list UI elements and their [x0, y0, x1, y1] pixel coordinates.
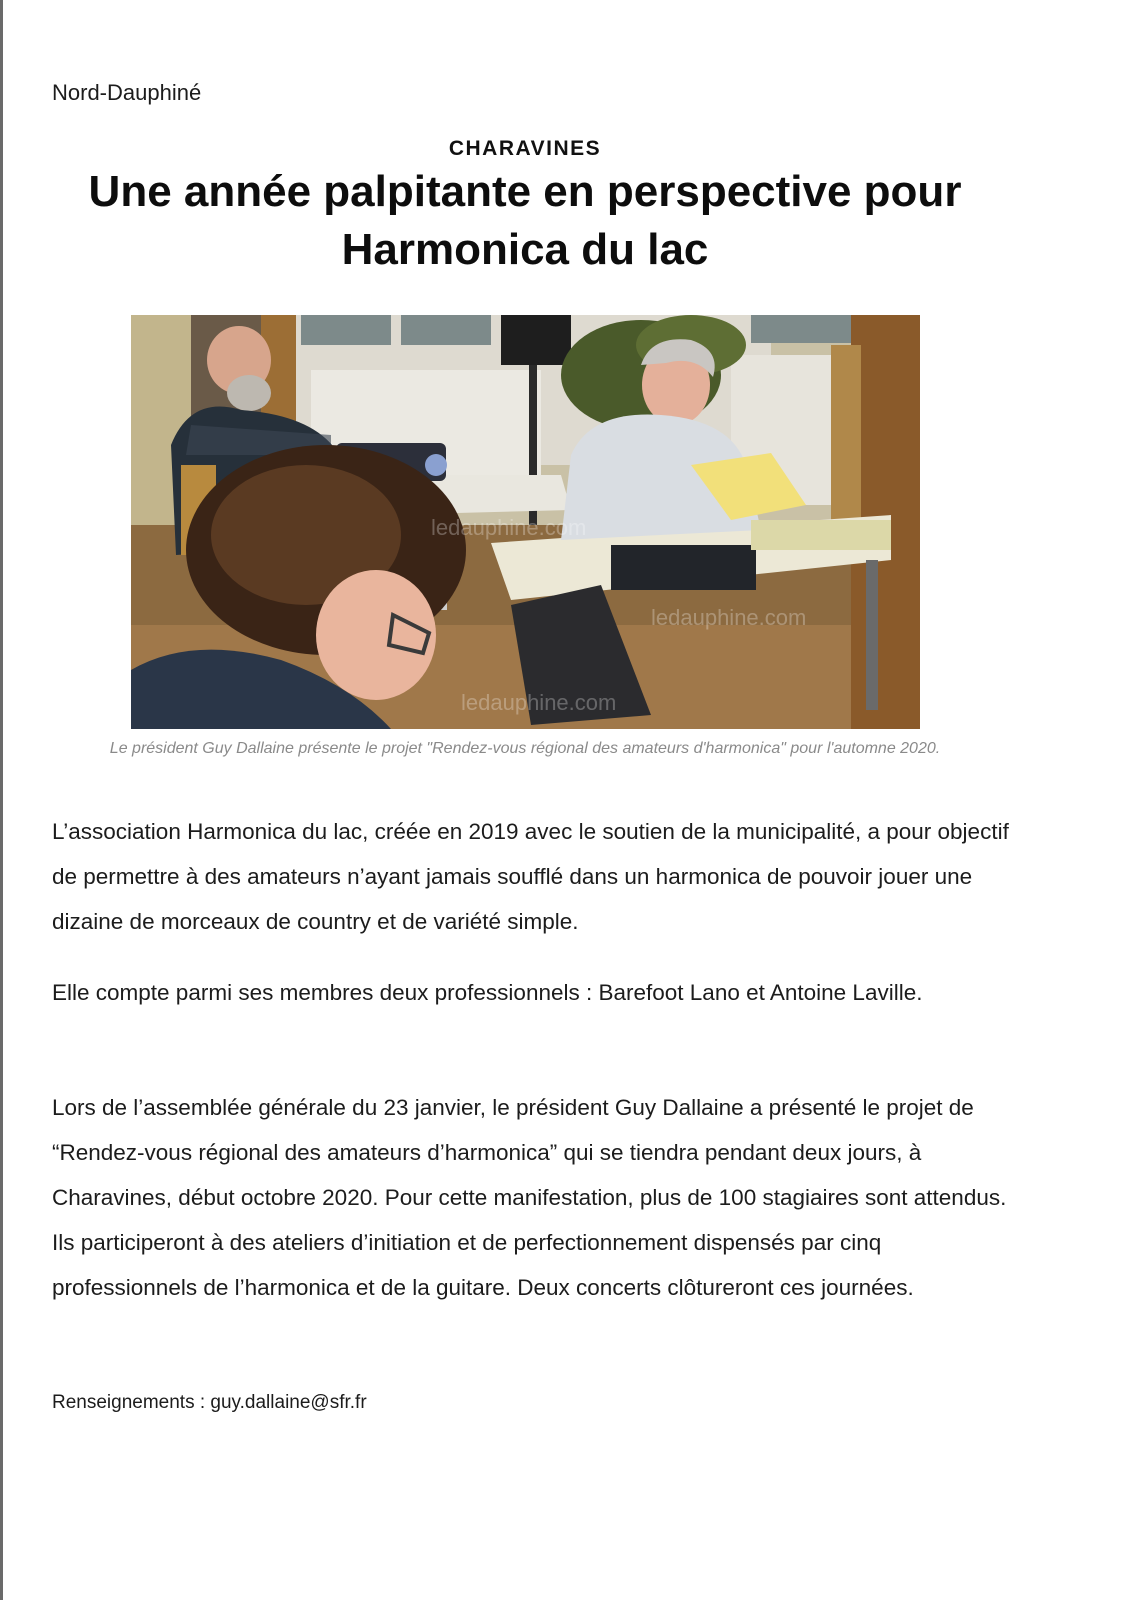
svg-text:ledauphine.com: ledauphine.com [431, 515, 587, 540]
svg-text:ledauphine.com: ledauphine.com [461, 690, 617, 715]
article-paragraph: Elle compte parmi ses membres deux professionnels : Barefoot Lano et Antoine Laville. [52, 980, 923, 1005]
photo-caption: Le président Guy Dallaine présente le projet "Rendez-vous régional des amateurs d'harmonica" pour l'automne 2020. [109, 740, 941, 757]
page-left-border [0, 0, 3, 1600]
svg-text:ledauphine.com: ledauphine.com [651, 605, 807, 630]
article-paragraph: Lors de l’assemblée générale du 23 janvier, le président Guy Dallaine a présenté le projet de “Rendez-vous régional des amateurs d’harmonica” qui se tiendra pendant deux jours, à Charavines, début octobre 2020. Pour cette manifestation, plus de 100 stagiaires sont attendus. Ils participeront à des ateliers d’initiation et de perfectionnement dispensés par cinq professionnels de l’harmonica et de la guitare. Deux concerts clôtureront ces journées. [52, 1095, 1007, 1300]
contact-info: Renseignements : guy.dallaine@sfr.fr [52, 1392, 367, 1413]
article-photo [131, 315, 920, 729]
article-headline: Une année palpitante en perspective pour Harmonica du lac [88, 167, 962, 274]
article-kicker: CHARAVINES [448, 137, 602, 160]
article-paragraph: L’association Harmonica du lac, créée en 2019 avec le soutien de la municipalité, a pour objectif de permettre à des amateurs n’ayant jamais soufflé dans un harmonica de pouvoir jouer une dizaine de morceaux de country et de variété simple. [52, 819, 1009, 934]
newspaper-source: Nord-Dauphiné [52, 80, 202, 105]
